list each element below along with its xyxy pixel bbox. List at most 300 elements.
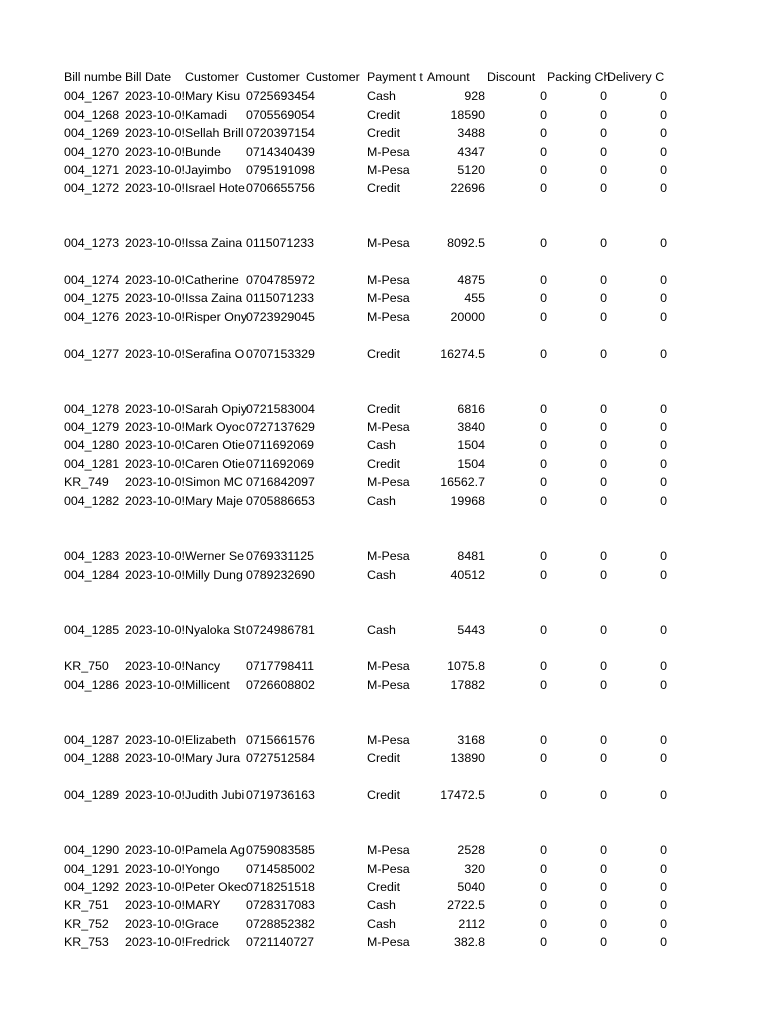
cell-bill-number: 004_1292: [64, 880, 120, 894]
cell-payment-type: Credit: [367, 108, 401, 122]
cell-bill-number: 004_1276: [64, 310, 120, 324]
cell-payment-type: Credit: [367, 402, 401, 416]
cell-customer-name: Pamela Ag: [185, 843, 245, 857]
cell-discount: 0: [540, 108, 547, 122]
cell-customer-phone: 0769331125: [246, 549, 314, 563]
cell-bill-number: 004_1279: [64, 420, 120, 434]
cell-bill-number: 004_1274: [64, 273, 120, 287]
cell-discount: 0: [540, 402, 547, 416]
cell-customer-phone: 0720397154: [246, 126, 315, 140]
cell-customer-name: Simon MC: [185, 475, 243, 489]
header-row: [0, 68, 768, 86]
cell-amount: 20000: [450, 310, 485, 324]
cell-bill-date: 2023-10-0!: [125, 935, 185, 949]
cell-delivery-charge: 0: [660, 457, 667, 471]
header-bill-date: Bill Date: [125, 70, 172, 84]
header-customer-extra: Customer: [306, 70, 360, 84]
cell-packing-charge: 0: [600, 181, 607, 195]
cell-customer-name: Bunde: [185, 145, 221, 159]
cell-amount: 8481: [457, 549, 485, 563]
cell-customer-name: Mary Maje: [185, 494, 243, 508]
cell-customer-extra: [306, 933, 367, 951]
table-row: [0, 143, 768, 161]
cell-amount: 1504: [457, 457, 485, 471]
cell-customer-extra: [306, 161, 367, 179]
cell-customer-phone: 0706655756: [246, 181, 315, 195]
cell-bill-number: 004_1270: [64, 145, 120, 159]
cell-delivery-charge: 0: [660, 880, 667, 894]
cell-discount: 0: [540, 273, 547, 287]
cell-payment-type: M-Pesa: [367, 678, 410, 692]
cell-packing-charge: 0: [600, 475, 607, 489]
cell-customer-name: Werner Se: [185, 549, 244, 563]
cell-bill-date: 2023-10-0!: [125, 236, 185, 250]
cell-bill-date: 2023-10-0!: [125, 862, 185, 876]
cell-delivery-charge: 0: [660, 917, 667, 931]
cell-payment-type: Credit: [367, 880, 401, 894]
cell-amount: 382.8: [453, 935, 485, 949]
cell-payment-type: M-Pesa: [367, 310, 410, 324]
cell-amount: 19968: [450, 494, 485, 508]
cell-customer-extra: [306, 124, 367, 142]
cell-discount: 0: [540, 751, 547, 765]
cell-discount: 0: [540, 862, 547, 876]
cell-packing-charge: 0: [600, 843, 607, 857]
cell-delivery-charge: 0: [660, 935, 667, 949]
cell-customer-phone: 0721583004: [246, 402, 315, 416]
cell-customer-phone: 0727137629: [246, 420, 315, 434]
cell-customer-name: Nancy: [185, 659, 221, 673]
cell-customer-extra: [306, 657, 367, 675]
cell-customer-name: Sellah Brill: [185, 126, 244, 140]
cell-delivery-charge: 0: [660, 420, 667, 434]
cell-bill-number: 004_1283: [64, 549, 120, 563]
cell-delivery-charge: 0: [660, 862, 667, 876]
cell-customer-phone: 0115071233: [246, 236, 314, 250]
cell-customer-extra: [306, 786, 367, 804]
cell-delivery-charge: 0: [660, 145, 667, 159]
cell-packing-charge: 0: [600, 862, 607, 876]
cell-delivery-charge: 0: [660, 843, 667, 857]
cell-payment-type: M-Pesa: [367, 236, 410, 250]
cell-payment-type: Credit: [367, 788, 401, 802]
cell-amount: 22696: [450, 181, 485, 195]
cell-customer-name: Risper Ony: [185, 310, 247, 324]
table-row: [0, 657, 768, 675]
cell-bill-date: 2023-10-0!: [125, 788, 185, 802]
cell-customer-phone: 0705886653: [246, 494, 315, 508]
cell-payment-type: Credit: [367, 457, 401, 471]
table-row: [0, 289, 768, 307]
table-row: [0, 455, 768, 473]
cell-amount: 3488: [457, 126, 485, 140]
cell-customer-phone: 0718251518: [246, 880, 315, 894]
cell-customer-phone: 0728317083: [246, 898, 315, 912]
cell-bill-number: 004_1286: [64, 678, 120, 692]
cell-discount: 0: [540, 568, 547, 582]
cell-customer-extra: [306, 418, 367, 436]
cell-customer-phone: 0716842097: [246, 475, 315, 489]
header-delivery-charge: Delivery C: [607, 70, 665, 84]
cell-discount: 0: [540, 438, 547, 452]
cell-bill-number: 004_1288: [64, 751, 120, 765]
cell-discount: 0: [540, 549, 547, 563]
cell-discount: 0: [540, 475, 547, 489]
cell-packing-charge: 0: [600, 880, 607, 894]
cell-payment-type: Cash: [367, 438, 396, 452]
cell-customer-name: Caren Otie: [185, 438, 245, 452]
cell-customer-phone: 0115071233: [246, 291, 314, 305]
table-row: [0, 161, 768, 179]
cell-payment-type: M-Pesa: [367, 273, 410, 287]
table-row: [0, 106, 768, 124]
table-row: [0, 786, 768, 804]
cell-payment-type: M-Pesa: [367, 659, 410, 673]
table-row: [0, 676, 768, 694]
cell-customer-name: Issa Zaina: [185, 291, 243, 305]
cell-packing-charge: 0: [600, 751, 607, 765]
cell-customer-extra: [306, 436, 367, 454]
cell-customer-phone: 0727512584: [246, 751, 315, 765]
cell-packing-charge: 0: [600, 438, 607, 452]
cell-packing-charge: 0: [600, 568, 607, 582]
cell-customer-name: Jayimbo: [185, 163, 232, 177]
cell-customer-name: Yongo: [185, 862, 220, 876]
cell-amount: 17882: [450, 678, 485, 692]
header-bill-number: Bill numbe: [64, 70, 122, 84]
cell-payment-type: Cash: [367, 89, 396, 103]
cell-payment-type: Credit: [367, 181, 401, 195]
cell-customer-extra: [306, 345, 367, 363]
cell-payment-type: Cash: [367, 494, 396, 508]
cell-customer-phone: 0707153329: [246, 347, 315, 361]
header-customer-name: Customer: [185, 70, 239, 84]
cell-delivery-charge: 0: [660, 438, 667, 452]
cell-amount: 17472.5: [440, 788, 485, 802]
header-customer-phone: Customer: [246, 70, 300, 84]
table-row: [0, 896, 768, 914]
cell-bill-date: 2023-10-0!: [125, 181, 185, 195]
cell-delivery-charge: 0: [660, 347, 667, 361]
cell-bill-number: 004_1291: [64, 862, 120, 876]
cell-packing-charge: 0: [600, 347, 607, 361]
cell-amount: 320: [464, 862, 485, 876]
cell-amount: 16562.7: [440, 475, 485, 489]
cell-bill-number: 004_1267: [64, 89, 120, 103]
cell-bill-date: 2023-10-0!: [125, 898, 185, 912]
cell-bill-number: KR_752: [64, 917, 109, 931]
table-row: [0, 124, 768, 142]
cell-delivery-charge: 0: [660, 181, 667, 195]
cell-customer-phone: 0711692069: [246, 438, 314, 452]
cell-customer-name: Milly Dung: [185, 568, 243, 582]
cell-customer-extra: [306, 308, 367, 326]
table-row: [0, 915, 768, 933]
cell-customer-extra: [306, 234, 367, 252]
cell-discount: 0: [540, 678, 547, 692]
cell-discount: 0: [540, 145, 547, 159]
cell-discount: 0: [540, 917, 547, 931]
cell-customer-extra: [306, 676, 367, 694]
cell-customer-name: Nyaloka St: [185, 623, 245, 637]
cell-payment-type: Credit: [367, 751, 401, 765]
cell-payment-type: Credit: [367, 347, 401, 361]
cell-customer-extra: [306, 915, 367, 933]
cell-discount: 0: [540, 788, 547, 802]
cell-customer-extra: [306, 87, 367, 105]
cell-packing-charge: 0: [600, 678, 607, 692]
cell-payment-type: M-Pesa: [367, 291, 410, 305]
cell-payment-type: Cash: [367, 917, 396, 931]
table-row: [0, 179, 768, 197]
cell-customer-phone: 0715661576: [246, 733, 315, 747]
cell-customer-phone: 0705569054: [246, 108, 315, 122]
table-row: [0, 621, 768, 639]
cell-amount: 6816: [457, 402, 485, 416]
cell-packing-charge: 0: [600, 457, 607, 471]
cell-bill-number: KR_753: [64, 935, 109, 949]
cell-customer-name: Sarah Opiy: [185, 402, 247, 416]
cell-amount: 18590: [450, 108, 485, 122]
cell-amount: 928: [464, 89, 485, 103]
cell-bill-date: 2023-10-0!: [125, 843, 185, 857]
cell-customer-extra: [306, 749, 367, 767]
cell-bill-number: 004_1284: [64, 568, 120, 582]
cell-delivery-charge: 0: [660, 273, 667, 287]
cell-delivery-charge: 0: [660, 788, 667, 802]
cell-customer-phone: 0704785972: [246, 273, 315, 287]
cell-discount: 0: [540, 659, 547, 673]
cell-packing-charge: 0: [600, 917, 607, 931]
cell-customer-extra: [306, 621, 367, 639]
cell-bill-date: 2023-10-0!: [125, 347, 185, 361]
table-row: [0, 473, 768, 491]
cell-packing-charge: 0: [600, 898, 607, 912]
cell-amount: 5443: [457, 623, 485, 637]
cell-customer-phone: 0714585002: [246, 862, 315, 876]
cell-bill-number: 004_1272: [64, 181, 120, 195]
table-row: [0, 841, 768, 859]
cell-customer-name: Grace: [185, 917, 219, 931]
cell-bill-date: 2023-10-0!: [125, 420, 185, 434]
cell-bill-date: 2023-10-0!: [125, 438, 185, 452]
table-row: [0, 345, 768, 363]
cell-bill-number: 004_1281: [64, 457, 120, 471]
cell-customer-extra: [306, 289, 367, 307]
cell-amount: 8092.5: [447, 236, 485, 250]
cell-packing-charge: 0: [600, 236, 607, 250]
cell-bill-number: 004_1285: [64, 623, 120, 637]
cell-amount: 3840: [457, 420, 485, 434]
cell-discount: 0: [540, 880, 547, 894]
cell-bill-date: 2023-10-0!: [125, 457, 185, 471]
cell-customer-name: Israel Hote: [185, 181, 245, 195]
cell-delivery-charge: 0: [660, 751, 667, 765]
cell-amount: 4347: [457, 145, 485, 159]
cell-delivery-charge: 0: [660, 475, 667, 489]
cell-discount: 0: [540, 236, 547, 250]
cell-delivery-charge: 0: [660, 310, 667, 324]
cell-delivery-charge: 0: [660, 659, 667, 673]
cell-customer-phone: 0795191098: [246, 163, 315, 177]
cell-packing-charge: 0: [600, 623, 607, 637]
cell-delivery-charge: 0: [660, 678, 667, 692]
cell-packing-charge: 0: [600, 733, 607, 747]
cell-amount: 5040: [457, 880, 485, 894]
cell-amount: 1075.8: [447, 659, 485, 673]
cell-payment-type: Cash: [367, 898, 396, 912]
cell-customer-extra: [306, 473, 367, 491]
cell-bill-number: 004_1271: [64, 163, 120, 177]
cell-bill-date: 2023-10-0!: [125, 659, 185, 673]
cell-customer-phone: 0723929045: [246, 310, 315, 324]
cell-discount: 0: [540, 935, 547, 949]
cell-payment-type: M-Pesa: [367, 733, 410, 747]
cell-customer-name: Mary Jura: [185, 751, 241, 765]
cell-payment-type: M-Pesa: [367, 862, 410, 876]
cell-amount: 3168: [457, 733, 485, 747]
header-payment-type: Payment t: [367, 70, 423, 84]
cell-customer-phone: 0717798411: [246, 659, 314, 673]
cell-delivery-charge: 0: [660, 494, 667, 508]
table-row: [0, 87, 768, 105]
cell-customer-name: Elizabeth: [185, 733, 236, 747]
table-row: [0, 492, 768, 510]
cell-amount: 2112: [458, 917, 485, 931]
cell-payment-type: M-Pesa: [367, 163, 410, 177]
cell-bill-date: 2023-10-0!: [125, 163, 185, 177]
table-row: [0, 933, 768, 951]
cell-bill-date: 2023-10-0!: [125, 291, 185, 305]
cell-discount: 0: [540, 291, 547, 305]
cell-amount: 5120: [457, 163, 485, 177]
cell-delivery-charge: 0: [660, 898, 667, 912]
cell-bill-number: 004_1275: [64, 291, 120, 305]
cell-customer-phone: 0721140727: [246, 935, 314, 949]
cell-customer-name: Fredrick: [185, 935, 230, 949]
cell-bill-number: KR_750: [64, 659, 109, 673]
cell-packing-charge: 0: [600, 494, 607, 508]
cell-customer-extra: [306, 106, 367, 124]
cell-customer-name: Kamadi: [185, 108, 228, 122]
cell-customer-phone: 0728852382: [246, 917, 315, 931]
cell-bill-date: 2023-10-0!: [125, 475, 185, 489]
cell-payment-type: M-Pesa: [367, 549, 410, 563]
cell-amount: 455: [464, 291, 485, 305]
cell-payment-type: Cash: [367, 568, 396, 582]
table-row: [0, 878, 768, 896]
cell-customer-extra: [306, 860, 367, 878]
cell-packing-charge: 0: [600, 108, 607, 122]
cell-discount: 0: [540, 347, 547, 361]
cell-delivery-charge: 0: [660, 733, 667, 747]
cell-bill-date: 2023-10-0!: [125, 402, 185, 416]
cell-customer-extra: [306, 271, 367, 289]
cell-delivery-charge: 0: [660, 568, 667, 582]
cell-customer-phone: 0726608802: [246, 678, 315, 692]
cell-discount: 0: [540, 457, 547, 471]
cell-amount: 2722.5: [447, 898, 485, 912]
cell-delivery-charge: 0: [660, 108, 667, 122]
cell-customer-phone: 0714340439: [246, 145, 315, 159]
table-row: [0, 731, 768, 749]
cell-bill-date: 2023-10-0!: [125, 126, 185, 140]
table-row: [0, 436, 768, 454]
cell-customer-name: Judith Jubi: [185, 788, 245, 802]
cell-packing-charge: 0: [600, 163, 607, 177]
cell-customer-name: Millicent: [185, 678, 230, 692]
table-row: [0, 271, 768, 289]
cell-discount: 0: [540, 310, 547, 324]
cell-payment-type: M-Pesa: [367, 420, 410, 434]
cell-packing-charge: 0: [600, 126, 607, 140]
cell-delivery-charge: 0: [660, 402, 667, 416]
cell-discount: 0: [540, 733, 547, 747]
cell-payment-type: M-Pesa: [367, 935, 410, 949]
cell-amount: 16274.5: [440, 347, 485, 361]
table-row: [0, 308, 768, 326]
cell-bill-number: 004_1289: [64, 788, 120, 802]
cell-payment-type: Credit: [367, 126, 401, 140]
cell-payment-type: M-Pesa: [367, 843, 410, 857]
cell-bill-number: 004_1282: [64, 494, 120, 508]
cell-discount: 0: [540, 163, 547, 177]
cell-bill-number: KR_749: [64, 475, 109, 489]
cell-packing-charge: 0: [600, 291, 607, 305]
cell-customer-phone: 0789232690: [246, 568, 315, 582]
cell-bill-number: 004_1268: [64, 108, 120, 122]
cell-delivery-charge: 0: [660, 549, 667, 563]
cell-customer-extra: [306, 896, 367, 914]
cell-bill-number: 004_1287: [64, 733, 120, 747]
table-row: [0, 860, 768, 878]
cell-bill-number: 004_1273: [64, 236, 120, 250]
cell-customer-name: Mark Oyoc: [185, 420, 245, 434]
cell-amount: 1504: [457, 438, 485, 452]
cell-customer-name: Serafina O: [185, 347, 245, 361]
cell-customer-name: Issa Zaina: [185, 236, 243, 250]
cell-discount: 0: [540, 181, 547, 195]
table-row: [0, 400, 768, 418]
cell-payment-type: M-Pesa: [367, 475, 410, 489]
cell-customer-phone: 0711692069: [246, 457, 314, 471]
cell-bill-date: 2023-10-0!: [125, 89, 185, 103]
cell-bill-date: 2023-10-0!: [125, 678, 185, 692]
cell-payment-type: M-Pesa: [367, 145, 410, 159]
header-discount: Discount: [487, 70, 536, 84]
cell-delivery-charge: 0: [660, 623, 667, 637]
cell-customer-extra: [306, 143, 367, 161]
cell-amount: 40512: [450, 568, 485, 582]
cell-customer-extra: [306, 841, 367, 859]
cell-delivery-charge: 0: [660, 291, 667, 305]
cell-bill-date: 2023-10-0!: [125, 568, 185, 582]
cell-customer-phone: 0724986781: [246, 623, 315, 637]
cell-bill-date: 2023-10-0!: [125, 623, 185, 637]
cell-packing-charge: 0: [600, 145, 607, 159]
cell-discount: 0: [540, 89, 547, 103]
cell-discount: 0: [540, 843, 547, 857]
cell-amount: 2528: [457, 843, 485, 857]
cell-discount: 0: [540, 623, 547, 637]
cell-delivery-charge: 0: [660, 163, 667, 177]
cell-delivery-charge: 0: [660, 236, 667, 250]
cell-bill-date: 2023-10-0!: [125, 917, 185, 931]
cell-packing-charge: 0: [600, 549, 607, 563]
header-amount: Amount: [427, 70, 470, 84]
cell-payment-type: Cash: [367, 623, 396, 637]
cell-packing-charge: 0: [600, 89, 607, 103]
